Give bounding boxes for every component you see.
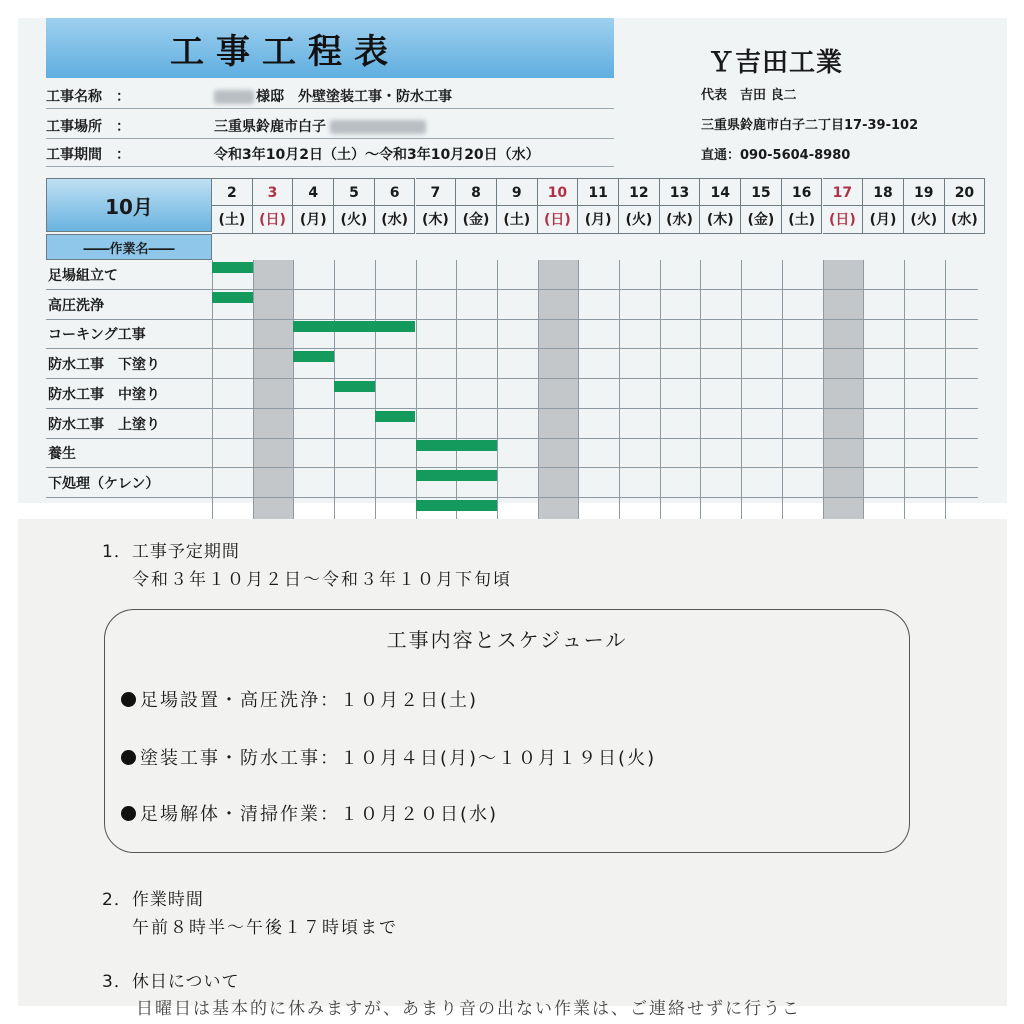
gantt-bar [416,440,457,451]
task-row [46,409,978,439]
day-number: 9 [497,178,538,206]
gantt-bar [293,321,334,332]
task-name: 下処理（ケレン） [48,475,160,492]
day-number: 20 [945,178,986,206]
day-number: 11 [578,178,619,206]
gantt-bar [456,440,497,451]
day-number: 5 [334,178,375,206]
gantt-bar [212,262,253,273]
day-weekday: (土) [497,206,538,234]
task-name: 高圧洗浄 [48,297,104,314]
gantt-bar [456,500,497,511]
section-3-heading: 3．休日について [102,972,240,992]
task-name: 足場組立て [48,268,118,284]
section-2-body: 午前８時半～午後１７時頃まで [132,918,398,938]
gantt-bar [416,470,457,481]
day-weekday: (水) [660,206,701,234]
day-weekday: (日) [538,206,579,234]
task-name: 養生 [48,446,76,463]
day-number: 10 [538,178,579,206]
schedule-item: 塗装工事・防水工事：１０月４日(月)～１０月１９日(火) [121,744,656,770]
day-weekday: (月) [863,206,904,234]
day-weekday: (土) [782,206,823,234]
info-label: 工事名称 ： [46,89,130,105]
day-number: 16 [782,178,823,206]
schedule-item: 足場設置・高圧洗浄：１０月２日(土) [121,686,478,712]
company-phone: 直通：090-5604-8980 [701,148,851,163]
day-weekday: (水) [375,206,416,234]
day-weekday: (土) [212,206,253,234]
task-row [46,379,978,409]
info-value: 様邸 外壁塗装工事・防水工事 [256,89,452,105]
day-weekday: (木) [700,206,741,234]
task-header: ――作業名―― [46,234,212,260]
task-name: 防水工事 上塗り [48,416,160,433]
gantt-bar [456,470,497,481]
bullet-icon [121,750,136,765]
day-weekday: (日) [823,206,864,234]
company-representative: 代表 吉田 良二 [701,88,797,103]
title-banner [46,18,614,78]
day-weekday: (火) [904,206,945,234]
task-name: コーキング工事 [48,327,146,344]
day-number: 8 [456,178,497,206]
document-title: 工事工程表 [170,31,400,72]
info-value: 三重県鈴鹿市白子 [214,119,326,135]
day-number: 12 [619,178,660,206]
day-weekday: (月) [578,206,619,234]
day-number: 15 [741,178,782,206]
info-label: 工事場所 ： [46,119,130,135]
company-address: 三重県鈴鹿市白子二丁目17-39-102 [701,118,919,133]
task-row [46,349,978,379]
divider [46,138,614,139]
day-number: 7 [416,178,457,206]
section-1-body: 令和３年１０月２日～令和３年１０月下旬頃 [132,570,512,590]
task-row [46,290,978,320]
bullet-icon [121,806,136,821]
task-row [46,438,978,468]
gantt-bar [375,321,416,332]
task-name: 防水工事 下塗り [48,357,160,374]
day-number: 4 [293,178,334,206]
section-3-body-cut: 日曜日は基本的に休みますが、あまり音の出ない作業は、ご連絡せずに行うこ [136,999,801,1019]
gantt-bar [334,381,375,392]
info-label: 工事期間 ： [46,147,130,163]
day-weekday: (水) [945,206,986,234]
gantt-bar [334,321,375,332]
day-weekday: (木) [416,206,457,234]
day-weekday: (月) [293,206,334,234]
notice-sheet-photo [18,519,1007,1019]
day-number: 2 [212,178,253,206]
task-row [46,468,978,498]
info-value: 令和3年10月2日（土）～令和3年10月20日（水） [214,147,540,163]
day-weekday: (火) [334,206,375,234]
divider [46,108,614,109]
day-number: 6 [375,178,416,206]
day-number: 13 [660,178,701,206]
day-weekday: (日) [253,206,294,234]
day-number: 17 [823,178,864,206]
section-2-heading: 2．作業時間 [102,890,204,910]
redacted-name [214,90,254,104]
gantt-bar [416,500,457,511]
gantt-bar [212,292,253,303]
redacted-address [330,120,426,134]
day-number: 14 [700,178,741,206]
schedule-sheet-photo [18,18,1007,503]
task-row [46,319,978,349]
day-number: 18 [863,178,904,206]
box-title: 工事内容とスケジュール [386,628,628,652]
section-1-heading: 1．工事予定期間 [102,542,240,562]
gantt-bar [293,351,334,362]
company-name: Ｙ吉田工業 [708,48,844,78]
day-number: 19 [904,178,945,206]
day-weekday: (金) [741,206,782,234]
schedule-summary-box [104,609,910,853]
day-weekday: (火) [619,206,660,234]
month-cell: 10月 [46,178,212,232]
task-row [46,260,978,290]
divider [46,166,614,167]
gantt-bar [375,411,416,422]
day-number: 3 [253,178,294,206]
day-weekday: (金) [456,206,497,234]
schedule-item: 足場解体・清掃作業：１０月２０日(水) [121,800,498,826]
task-name: 防水工事 中塗り [48,386,160,403]
bullet-icon [121,692,136,707]
